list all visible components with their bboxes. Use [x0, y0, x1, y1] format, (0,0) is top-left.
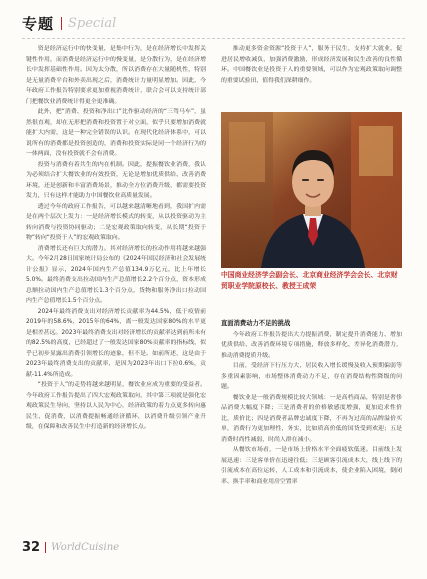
page-number: 32 — [22, 540, 41, 555]
body-paragraph: 消费增长还有巨大的潜力。其对经济增长的拉动作用将越来越强大。今年2月28日国家统计局公布的《2024年国民经济和社会发展统计公报》显示，2024年国内生产总值134.9万亿元，比上年增长5.0%。最终消费支出拉动国内生产总值增长2.2个百分点，资本形成总额拉动国内生产总值增长1.3个百分点，货物和服务净出口拉动国内生产总值增长1.5个百分点。 — [26, 245, 206, 304]
body-paragraph: 透过今年的政府工作报告，可以越来越清晰地看到，我国扩内需是在两个层次上发力：一是经济增长模式的转变，从以投资驱动为主转向消费与投资协同驱动；二是宏观政策取向转变，从长期“投资于物”转向“投资于人”的宏观政策取向。 — [26, 203, 206, 241]
section-title-zh: 专题 — [22, 14, 55, 33]
left-column — [26, 44, 206, 433]
body-paragraph: 从餐饮市场看，一是市场上价格水平全面疲软低迷。目前线上发展迅速：三是客单价在迅速往低；三是顾客引流成本大，线上线下的引流成本在高位运转，人工成本和引流成本，使企业陷入困境，倒闭率、换手率和商业用房空置率 — [221, 447, 402, 485]
portrait-illustration — [221, 112, 402, 268]
header-rule — [22, 38, 405, 39]
section-header — [22, 9, 116, 37]
section-title-en: Special — [68, 15, 117, 31]
body-paragraph: 2024年最终消费支出对经济增长贡献率为44.5%，低于疫情前2019年的58.6%、2015年的64%，离一般发达国家80%的水平更是相差甚远。2023年最终消费支出对经济增长的贡献率达到前所未有的82.5%的高度，已经超过了一般发达国家80%贡献率的指标线，似乎已初步显露出消费引领增长的迹象，但不是。如前所述，这是由于2023年最终消费支出的贡献率，是因为2023年出口下拉0.6%，贡献-11.4%所造成。 — [26, 308, 206, 378]
body-paragraph: 投资与消费有着共生的内在机制。因此，提振餐饮业消费，我认为必须结合扩大餐饮业的有效投资，无论是增加优质供给、改善消费环境，还是创新和丰富消费场景，推动全方位消费升级，都需要投资发力，只有这样才能助力中国餐饮业高质量发展。 — [26, 161, 206, 199]
footer-divider — [45, 542, 46, 553]
header-divider — [61, 17, 62, 30]
right-column-top — [221, 44, 402, 86]
body-paragraph: 餐饮业是一般消费规模比较大领域：一是高档商品，特别是奢侈品消费大幅度下降；三是消费者的价格敏感度增强，更加追求性价比，质价比；四是消费者品牌忠诚度下降，不再为过高的品牌溢价买单，消费行为更加理性，务实，比如质高价低的国货受到欢迎；五是消费时尚性减弱，时尚人群在减小。 — [221, 394, 402, 443]
body-paragraph: 此外，把“消费、投资和净出口”比作驱动经济的“三驾马车”，虽然很直观，却在无形把消费和投资置于对立面，似乎只要增加消费就能扩大内需，这是一种完全错误的认识。在现代化经济体系中，可以说所有的消费都是投资创造的，消费和投资实际是同一个经济行为的一体两面，没有投资就不会有消费。 — [26, 109, 206, 157]
body-paragraph: 目前，受经济下行压力大，居民收入增长缓慢及收入预期偏弱等多重因素影响，市场整体消费动力不足，存在消费结构性降级的问题。 — [221, 363, 402, 390]
portrait-photo — [221, 112, 402, 268]
page-footer — [22, 540, 119, 555]
body-paragraph: 资是经济运行中的快变量，是集中行为，是在经济增长中发挥关键性作用，而消费是经济运行中的慢变量，是分散行为，是在经济增长中发挥基础性作用。因为太分散，所以消费存在大量随机性，特别是无量消费平台和外卖出现之后，消费统计力量明显增加。因此，今年政府工作报告特别要求更加重视消费统计，联合会可以支持统计部门把餐饮业消费统计得更全更准确。 — [26, 46, 206, 105]
body-paragraph: 推动更多资金资源“投资于人”，服务于民生，支持扩大就业，促进居民增收减负，加强消费激励，形成经济发展和民生改善的良性循环。中国餐饮业是投资于人的重要领域，可以作为宏观政策取向调整的重要试验田，值得我们深耕细作。 — [221, 46, 402, 84]
body-paragraph: 今年政府工作报告提出大力提振消费，制定提升消费能力、增加优质供给、改善消费环境专项措施，释放多样化、差异化消费潜力，推动消费提质升级。 — [221, 331, 402, 359]
body-paragraph: “投资于人”的走势将越来越明显，餐饮业应成为重要的受益者。今年政府工作报告提出了四大宏观政策取向，其中第三项就是强化宏观政策民生导向，坚持以人民为中心，经济政策的着力点更多转向惠民生、促消费，以消费提振畅通经济循环，以消费升级引领产业升级，在保障和改善民生中打造新的经济增长点。 — [26, 382, 206, 430]
photo-caption: 中国商业经济学会副会长、北京商业经济学会会长、北京财贸职业学院原校长、教授王成荣 — [221, 271, 398, 290]
magazine-name: WorldCuisine — [51, 542, 120, 553]
section-subhead: 直面消费动力不足的挑战 — [221, 320, 291, 327]
right-column-bottom — [221, 319, 402, 487]
